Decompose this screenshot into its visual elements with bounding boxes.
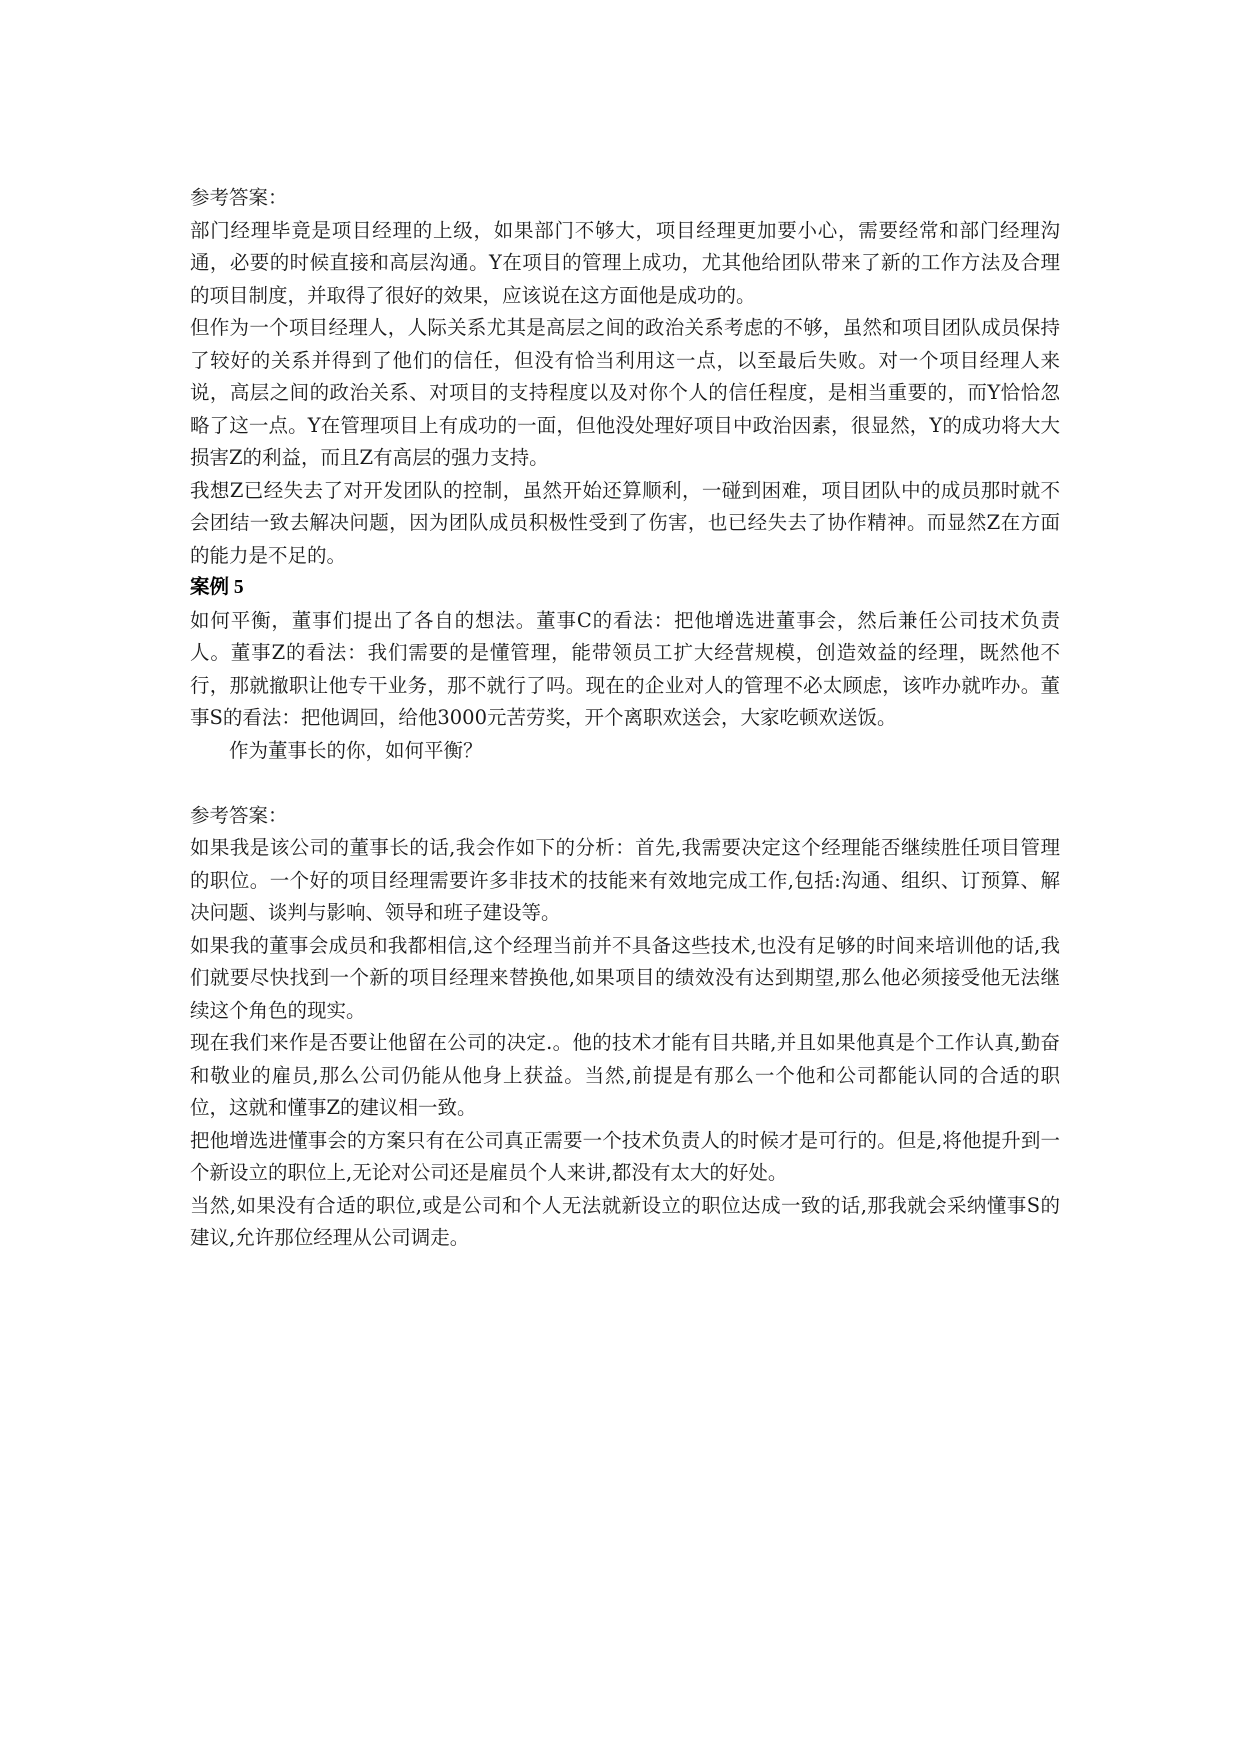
document-page xyxy=(190,182,1060,1255)
case-5-description: 如何平衡，董事们提出了各自的想法。董事C的看法：把他增选进董事会，然后兼任公司技术负责人。董事Z的看法：我们需要的是懂管理，能带领员工扩大经营规模，创造效益的经理，既然他不行，那就撤职让他专干业务，那不就行了吗。现在的企业对人的管理不必太顾虑，该咋办就咋办。董事S的看法：把他调回，给他3000元苦劳奖，开个离职欢送会，大家吃顿欢送饭。 xyxy=(190,608,1060,729)
case-5-heading: 案例 5 xyxy=(190,577,244,598)
case-5-answer-paragraph-3: 现在我们来作是否要让他留在公司的决定.。他的技术才能有目共睹,并且如果他真是个工作认真,勤奋和敬业的雇员,那么公司仍能从他身上获益。当然,前提是有那么一个他和公司都能认同的合适的职位，这就和懂事Z的建议相一致。 xyxy=(190,1031,1060,1119)
case-5-answer-paragraph-2: 如果我的董事会成员和我都相信,这个经理当前并不具备这些技术,也没有足够的时间来培训他的话,我们就要尽快找到一个新的项目经理来替换他,如果项目的绩效没有达到期望,那么他必须接受他无法继续这个角色的现实。 xyxy=(190,933,1060,1022)
case-5-answer-paragraph-5: 当然,如果没有合适的职位,或是公司和个人无法就新设立的职位达成一致的话,那我就会采纳懂事S的建议,允许那位经理从公司调走。 xyxy=(190,1193,1060,1249)
case-5-answer-paragraph-4: 把他增选进懂事会的方案只有在公司真正需要一个技术负责人的时候才是可行的。但是,将他提升到一个新设立的职位上,无论对公司还是雇员个人来讲,都没有太大的好处。 xyxy=(190,1128,1060,1184)
answer-paragraph-1: 部门经理毕竟是项目经理的上级，如果部门不够大，项目经理更加要小心，需要经常和部门经理沟通，必要的时候直接和高层沟通。Y在项目的管理上成功，尤其他给团队带来了新的工作方法及合理的项目制度，并取得了很好的效果，应该说在这方面他是成功的。 xyxy=(190,218,1060,307)
blank-line xyxy=(190,767,1060,800)
case-5-answer-paragraph-1: 如果我是该公司的董事长的话,我会作如下的分析：首先,我需要决定这个经理能否继续胜任项目管理的职位。一个好的项目经理需要许多非技术的技能来有效地完成工作,包括:沟通、组织、订预算、解决问题、谈判与影响、领导和班子建设等。 xyxy=(190,836,1060,924)
case-5-question: 作为董事长的你，如何平衡？ xyxy=(229,738,483,762)
answer-label-1: 参考答案： xyxy=(190,186,288,209)
answer-label-2: 参考答案： xyxy=(190,803,288,827)
answer-paragraph-3: 我想Z已经失去了对开发团队的控制，虽然开始还算顺利，一碰到困难，项目团队中的成员那时就不会团结一致去解决问题，因为团队成员积极性受到了伤害，也已经失去了协作精神。而显然Z在方面的能力是不足的。 xyxy=(190,478,1060,567)
answer-paragraph-2: 但作为一个项目经理人，人际关系尤其是高层之间的政治关系考虑的不够，虽然和项目团队成员保持了较好的关系并得到了他们的信任，但没有恰当利用这一点，以至最后失败。对一个项目经理人来说，高层之间的政治关系、对项目的支持程度以及对你个人的信任程度，是相当重要的，而Y恰恰忽略了这一点。Y在管理项目上有成功的一面，但他没处理好项目中政治因素，很显然，Y的成功将大大损害Z的利益，而且Z有高层的强力支持。 xyxy=(190,316,1060,469)
